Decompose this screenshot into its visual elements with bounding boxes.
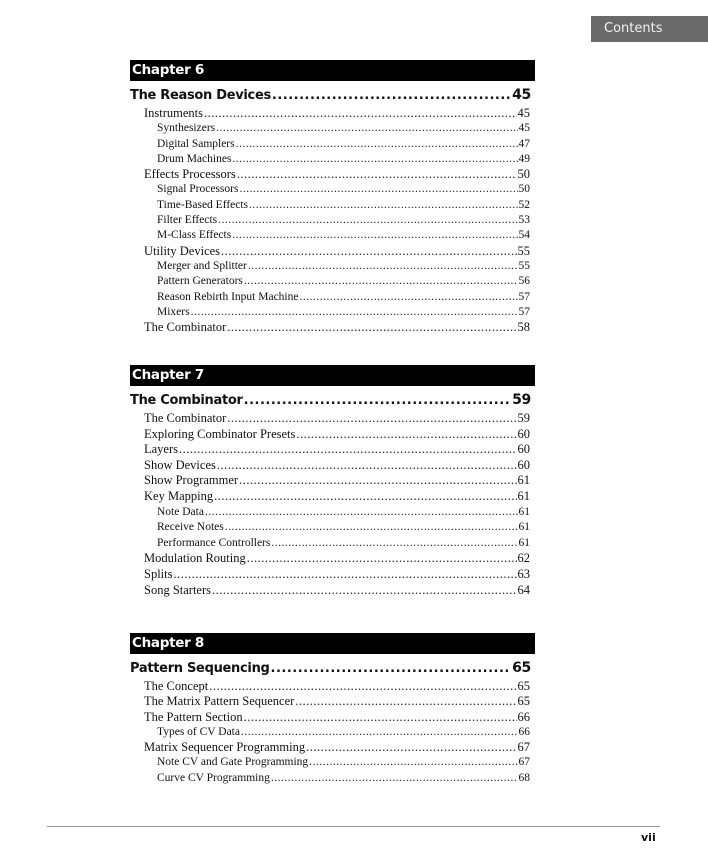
entry-title: Time-Based Effects — [157, 198, 249, 211]
toc-subentry — [130, 152, 535, 167]
entry-title: Show Programmer — [144, 473, 239, 488]
entry-page: 57 — [518, 290, 530, 303]
entry-page: 61 — [518, 521, 530, 534]
toc-subentry — [130, 290, 535, 305]
entry-page: 60 — [517, 442, 530, 457]
entry-page: 57 — [518, 305, 530, 318]
dot-leader — [272, 86, 511, 106]
entry-page: 61 — [518, 536, 530, 549]
dot-leader — [247, 551, 517, 567]
toc-subentry — [130, 536, 535, 552]
entry-page: 60 — [517, 426, 530, 441]
entry-title: The Combinator — [130, 393, 243, 408]
dot-leader — [271, 659, 512, 679]
entry-page: 55 — [518, 259, 530, 272]
entry-title: Show Devices — [144, 457, 216, 472]
entry-title: Matrix Sequencer Programming — [144, 740, 306, 755]
entry-page: 58 — [517, 320, 530, 335]
entry-title: Mixers — [157, 305, 190, 318]
toc-entry — [130, 427, 535, 443]
entry-title: Performance Controllers — [157, 536, 271, 549]
dot-leader — [299, 290, 517, 305]
entry-page: 62 — [517, 551, 530, 566]
dot-leader — [205, 505, 518, 521]
entry-title: Signal Processors — [157, 183, 239, 196]
entry-page: 60 — [517, 457, 530, 472]
entry-title: Note Data — [157, 505, 204, 518]
footer-rule — [47, 826, 660, 827]
dot-leader — [244, 710, 517, 725]
dot-leader — [295, 694, 516, 709]
entry-title: Pattern Sequencing — [130, 661, 270, 676]
dot-leader — [191, 305, 518, 320]
entry-page: 61 — [518, 505, 530, 518]
dot-leader — [271, 771, 518, 786]
chapter-label-bar: Chapter 6 — [130, 60, 535, 81]
entry-title: Key Mapping — [144, 488, 214, 503]
dot-leader — [239, 182, 517, 197]
entry-title: Types of CV Data — [157, 725, 240, 738]
entry-page: 65 — [517, 694, 530, 709]
toc-entry — [130, 551, 535, 567]
toc-entry — [130, 167, 535, 182]
entry-title: Merger and Splitter — [157, 259, 247, 272]
dot-leader — [232, 152, 517, 167]
chapter-6-section — [130, 60, 535, 335]
entry-page: 54 — [518, 229, 530, 242]
entry-title: The Pattern Section — [144, 709, 243, 724]
dot-leader — [174, 567, 517, 583]
chapter-8-section — [130, 633, 535, 786]
entry-page: 66 — [518, 725, 530, 738]
toc-entry — [130, 106, 535, 121]
entry-title: Instruments — [144, 106, 204, 120]
entry-title: Layers — [144, 442, 179, 457]
entry-page: 65 — [512, 660, 531, 676]
entry-page: 64 — [517, 582, 530, 597]
entry-page: 45 — [517, 106, 530, 120]
dot-leader — [241, 725, 518, 740]
entry-title: Synthesizers — [157, 122, 216, 135]
toc-subentry — [130, 520, 535, 536]
entry-title: Receive Notes — [157, 521, 224, 534]
toc-entry — [130, 710, 535, 725]
toc-entry — [130, 442, 535, 458]
entry-title: Modulation Routing — [144, 551, 246, 566]
entry-title: The Combinator — [144, 411, 227, 425]
entry-page: 59 — [517, 411, 530, 425]
toc-subentry — [130, 725, 535, 740]
entry-title: Pattern Generators — [157, 275, 243, 288]
entry-page: 49 — [518, 152, 530, 165]
dot-leader — [227, 320, 516, 335]
entry-title: The Combinator — [144, 320, 227, 335]
entry-page: 55 — [517, 243, 530, 258]
toc-entry — [130, 473, 535, 489]
toc-subentry — [130, 182, 535, 197]
entry-page: 50 — [517, 167, 530, 182]
dot-leader — [214, 489, 516, 505]
entry-title: Song Starters — [144, 582, 212, 597]
dot-leader — [204, 106, 516, 121]
entry-title: M-Class Effects — [157, 229, 232, 242]
dot-leader — [218, 213, 517, 228]
entry-page: 45 — [512, 87, 531, 103]
entry-title: Reason Rebirth Input Machine — [157, 290, 299, 303]
dot-leader — [249, 198, 517, 213]
entry-title: Note CV and Gate Programming — [157, 756, 309, 769]
entry-page: 47 — [518, 137, 530, 150]
entry-title: The Concept — [144, 679, 209, 693]
dot-leader — [179, 442, 516, 458]
entry-title: Digital Samplers — [157, 137, 235, 150]
entry-page: 59 — [512, 392, 531, 408]
dot-leader — [225, 520, 518, 536]
entry-page: 67 — [517, 740, 530, 755]
dot-leader — [309, 755, 517, 770]
entry-page: 52 — [518, 198, 530, 211]
dot-leader — [296, 427, 516, 443]
entry-page: 50 — [518, 183, 530, 196]
toc-entry — [130, 458, 535, 474]
contents-tab: Contents — [591, 16, 708, 42]
toc-entry — [130, 679, 535, 694]
toc-entry — [130, 567, 535, 583]
toc-subentry — [130, 305, 535, 320]
entry-page: 61 — [517, 488, 530, 503]
dot-leader — [248, 259, 518, 274]
dot-leader — [217, 458, 517, 474]
toc-subentry — [130, 771, 535, 786]
entry-title: Filter Effects — [157, 214, 218, 227]
entry-page: 45 — [518, 122, 530, 135]
toc-entry — [130, 489, 535, 505]
dot-leader — [306, 740, 516, 755]
toc-subentry — [130, 213, 535, 228]
entry-page: 63 — [517, 566, 530, 581]
toc-subentry — [130, 137, 535, 152]
entry-page: 66 — [517, 709, 530, 724]
dot-leader — [239, 473, 516, 489]
entry-title: Exploring Combinator Presets — [144, 426, 296, 441]
chapter-title-entry — [130, 658, 535, 679]
chapter-7-section — [130, 365, 535, 598]
entry-page: 68 — [518, 771, 530, 784]
entry-title: The Reason Devices — [130, 88, 271, 103]
dot-leader — [227, 411, 516, 427]
toc-entry — [130, 583, 535, 599]
entry-title: Drum Machines — [157, 152, 232, 165]
toc-subentry — [130, 228, 535, 243]
entry-page: 61 — [517, 473, 530, 488]
toc-subentry — [130, 198, 535, 213]
entry-page: 53 — [518, 214, 530, 227]
entry-page: 65 — [517, 679, 530, 693]
toc-subentry — [130, 121, 535, 136]
toc-entry — [130, 694, 535, 709]
toc-entry — [130, 411, 535, 427]
toc-subentry — [130, 755, 535, 770]
chapter-label-bar: Chapter 8 — [130, 633, 535, 654]
toc-entry — [130, 740, 535, 755]
dot-leader — [236, 137, 518, 152]
chapter-label-bar: Chapter 7 — [130, 365, 535, 386]
dot-leader — [237, 167, 517, 182]
chapter-title-entry — [130, 390, 535, 411]
dot-leader — [216, 121, 517, 136]
chapter-title-entry — [130, 85, 535, 106]
dot-leader — [244, 274, 518, 289]
toc-entry — [130, 320, 535, 335]
dot-leader — [209, 679, 516, 694]
dot-leader — [212, 583, 516, 599]
entry-title: Curve CV Programming — [157, 771, 270, 784]
toc-subentry — [130, 274, 535, 289]
dot-leader — [271, 536, 517, 552]
page-number: vii — [641, 831, 656, 844]
toc-subentry — [130, 505, 535, 521]
toc-entry — [130, 244, 535, 259]
dot-leader — [244, 391, 511, 411]
toc-subentry — [130, 259, 535, 274]
entry-page: 67 — [518, 756, 530, 769]
dot-leader — [232, 228, 517, 243]
entry-title: The Matrix Pattern Sequencer — [144, 694, 295, 709]
entry-title: Utility Devices — [144, 243, 221, 258]
entry-title: Effects Processors — [144, 167, 236, 182]
entry-page: 56 — [518, 275, 530, 288]
entry-title: Splits — [144, 566, 173, 581]
dot-leader — [221, 244, 516, 259]
